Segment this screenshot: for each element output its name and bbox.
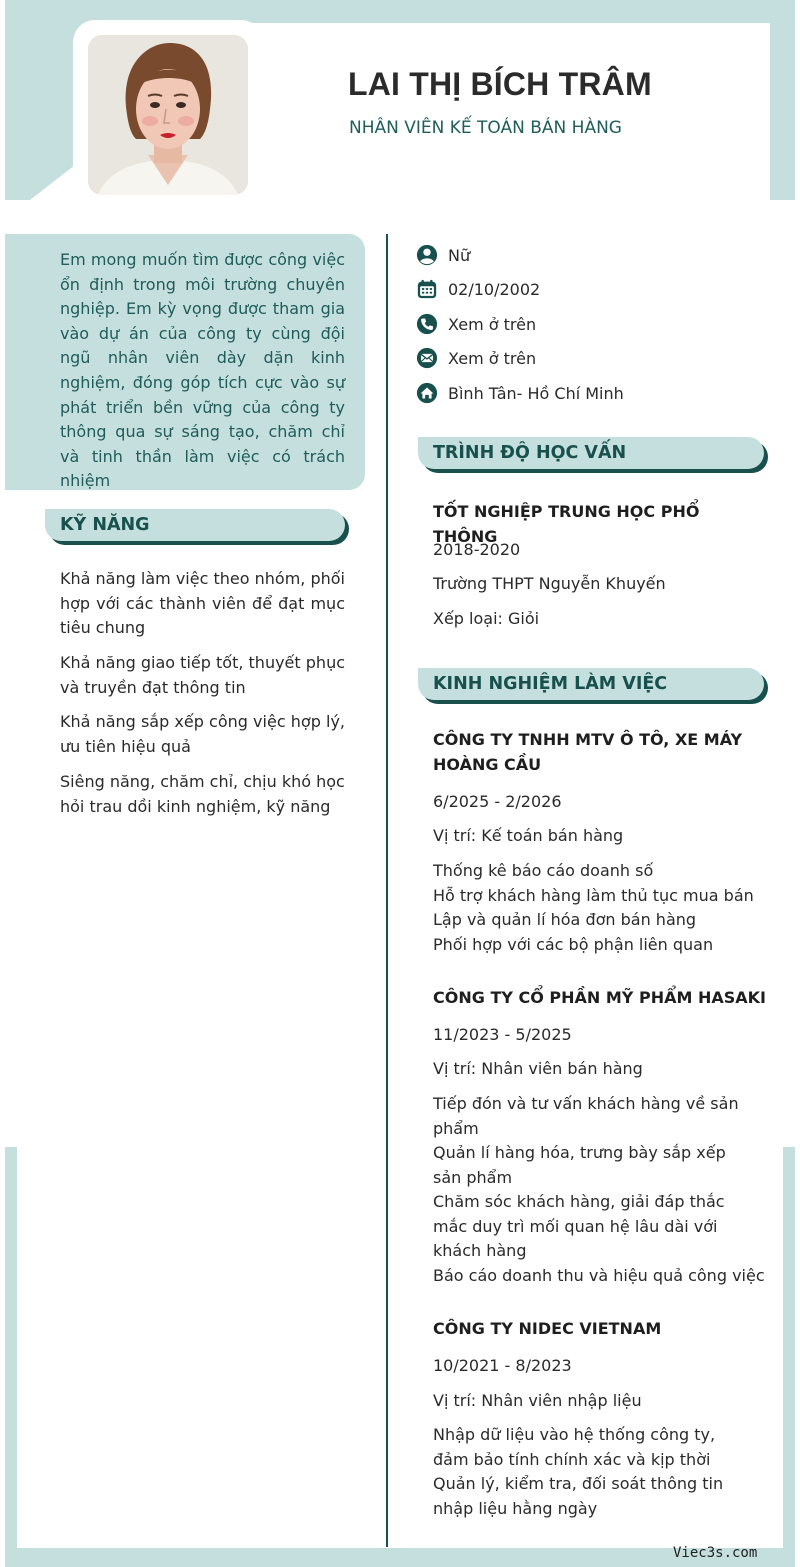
job-duty: Quản lý, kiểm tra, đối soát thông tin nhập liệu hằng ngày [433,1474,724,1518]
calendar-icon [416,278,438,300]
skill-item: Khả năng làm việc theo nhóm, phối hợp với các thành viên để đạt mục tiêu chung [60,569,345,638]
person-icon [416,244,438,266]
skill-item: Siêng năng, chăm chỉ, chịu khó học hỏi trau dồi kinh nghiệm, kỹ năng [60,772,345,816]
column-divider [386,234,388,1547]
contact-gender [416,243,470,267]
job-period: 6/2025 - 2/2026 [433,792,562,811]
job-duty: Lập và quản lí hóa đơn bán hàng [433,910,697,929]
education-heading: TRÌNH ĐỘ HỌC VẤN [418,437,764,469]
job-duty: Nhập dữ liệu vào hệ thống công ty, đảm bảo tính chính xác và kịp thời [433,1425,716,1469]
skill-item: Khả năng giao tiếp tốt, thuyết phục và truyền đạt thông tin [60,653,345,697]
job-company: CÔNG TY CỔ PHẦN MỸ PHẨM HASAKI [433,988,766,1007]
job-company: CÔNG TY TNHH MTV Ô TÔ, XE MÁY HOÀNG CẦU [433,730,743,774]
skills-heading: KỸ NĂNG [45,509,345,541]
footer-watermark: Viec3s.com [673,1545,758,1561]
profile-photo [88,35,248,195]
job-duty: Chăm sóc khách hàng, giải đáp thắc mắc duy trì mối quan hệ lâu dài với khách hàng [433,1192,725,1261]
job-duty: Tiếp đón và tư vấn khách hàng về sản phẩm [433,1094,739,1138]
job-title: NHÂN VIÊN KẾ TOÁN BÁN HÀNG [349,118,622,138]
career-objective: Em mong muốn tìm được công việc ổn định trong môi trường chuyên nghiệp. Em kỳ vọng được tham gia vào dự án của công ty cùng đội ngũ nhân viên dày dặn kinh nghiệm, đóng góp tích cực vào sự phát triển bền vững của công ty thông qua sự sáng tạo, chăm chỉ và tinh thần làm việc có trách nhiệm [5,234,365,490]
education-degree: TỐT NGHIỆP TRUNG HỌC PHỔ THÔNG [433,502,700,546]
education-school: Trường THPT Nguyễn Khuyến [433,574,666,593]
job-duty: Quản lí hàng hóa, trưng bày sắp xếp sản phẩm [433,1143,726,1187]
contact-phone-value: Xem ở trên [448,314,537,334]
contact-birthday-value: 02/10/2002 [448,279,541,299]
contact-phone [416,312,536,336]
job-duty: Thống kê báo cáo doanh số [433,861,654,880]
contact-email [416,346,536,370]
bottom-frame-right [783,1147,795,1567]
experience-heading: KINH NGHIỆM LÀM VIỆC [418,668,764,700]
job-duty: Hỗ trợ khách hàng làm thủ tục mua bán [433,886,754,905]
job-period: 11/2023 - 5/2025 [433,1025,572,1044]
contact-birthday [416,277,540,301]
job-duty: Báo cáo doanh thu và hiệu quả công việc [433,1266,765,1285]
header-card [245,23,770,203]
phone-icon [416,313,438,335]
skill-item: Khả năng sắp xếp công việc hợp lý, ưu tiên hiệu quả [60,712,345,756]
job-position: Vị trí: Nhân viên bán hàng [433,1059,643,1078]
education-years: 2018-2020 [433,540,521,559]
email-icon [416,347,438,369]
job-position: Vị trí: Nhân viên nhập liệu [433,1391,642,1410]
job-company: CÔNG TY NIDEC VIETNAM [433,1319,662,1338]
education-grade: Xếp loại: Giỏi [433,609,540,628]
contact-gender-value: Nữ [448,245,471,265]
bottom-frame-left [5,1147,17,1567]
home-icon [416,382,438,404]
contact-address-value: Bình Tân- Hồ Chí Minh [448,383,624,403]
contact-email-value: Xem ở trên [448,348,537,368]
job-position: Vị trí: Kế toán bán hàng [433,826,624,845]
candidate-name: LAI THỊ BÍCH TRÂM [348,66,652,102]
contact-address [416,381,624,405]
job-duty: Phối hợp với các bộ phận liên quan [433,935,714,954]
job-period: 10/2021 - 8/2023 [433,1356,572,1375]
